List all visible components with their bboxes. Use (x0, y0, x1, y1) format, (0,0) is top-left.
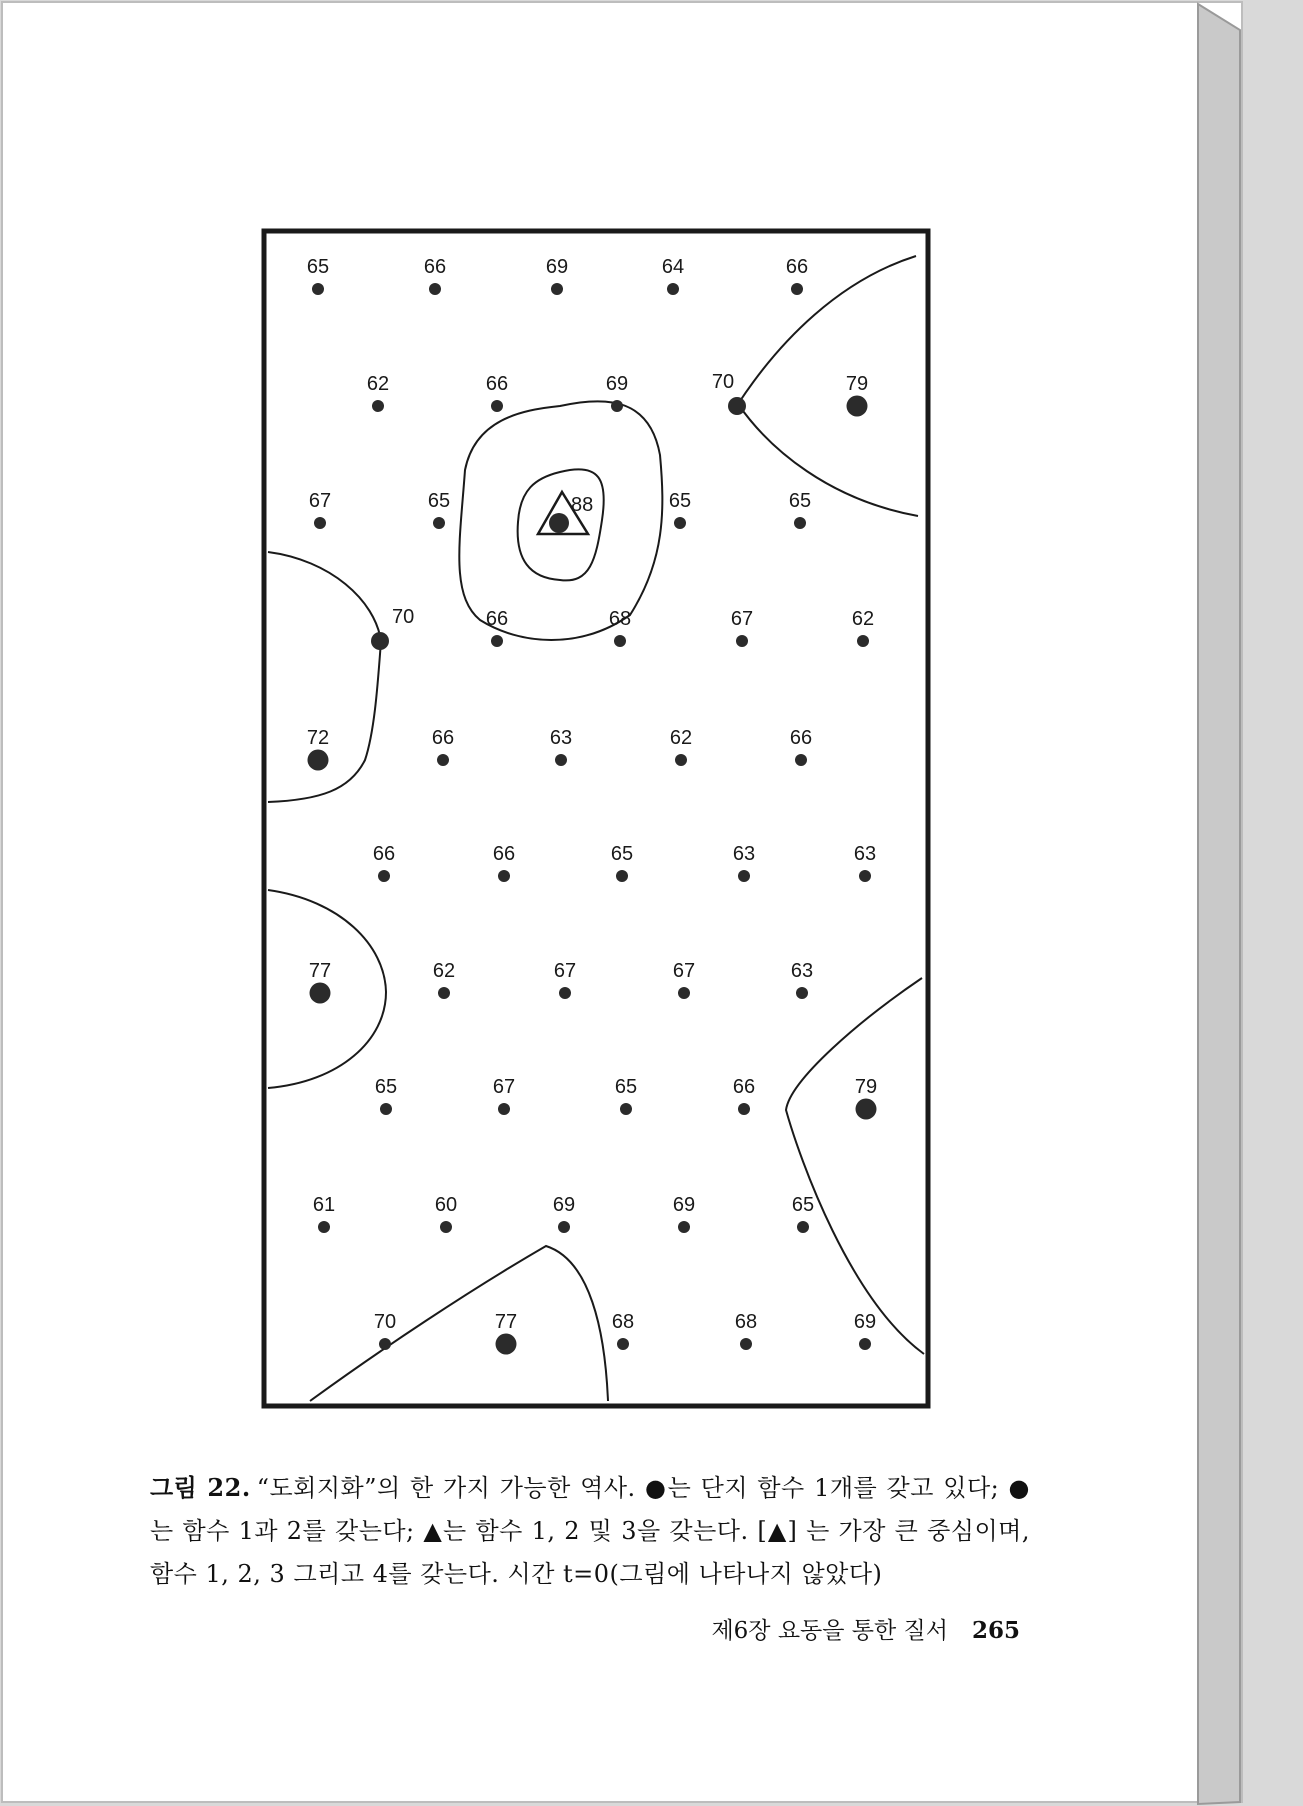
settlement-value-label: 70 (373, 1311, 397, 1333)
settlement-value-label: 65 (668, 490, 692, 512)
settlement-dot (857, 635, 869, 647)
settlement-value-label: 63 (549, 727, 573, 749)
settlement-dot (859, 1338, 871, 1350)
settlement-value-label: 67 (730, 608, 754, 630)
settlement-value-label: 66 (789, 727, 813, 749)
settlement-dot (549, 513, 569, 533)
settlement-dot (796, 987, 808, 999)
settlement-dot (310, 983, 331, 1004)
settlement-value-label: 66 (431, 727, 455, 749)
settlement-dot (678, 1221, 690, 1233)
book-edge-shadow (1198, 4, 1240, 1804)
settlement-dot (674, 517, 686, 529)
settlement-dot (667, 283, 679, 295)
settlement-value-label: 69 (672, 1194, 696, 1216)
settlement-dot (738, 1103, 750, 1115)
settlement-dot (551, 283, 563, 295)
settlement-value-label: 70 (711, 371, 735, 393)
settlement-value-label: 69 (552, 1194, 576, 1216)
settlement-dot (491, 400, 503, 412)
settlement-value-label: 63 (853, 843, 877, 865)
settlement-dot (736, 635, 748, 647)
settlement-value-label: 66 (732, 1076, 756, 1098)
settlement-dot (617, 1338, 629, 1350)
page-number: 265 (971, 1617, 1020, 1644)
settlement-dot (795, 754, 807, 766)
settlement-dot (380, 1103, 392, 1115)
settlement-dot (308, 750, 329, 771)
settlement-dot (558, 1221, 570, 1233)
settlement-dot (728, 397, 746, 415)
settlement-value-label: 67 (672, 960, 696, 982)
settlement-dot (614, 635, 626, 647)
settlement-value-label: 79 (845, 373, 869, 395)
settlement-value-label: 72 (306, 727, 330, 749)
settlement-value-label: 69 (545, 256, 569, 278)
settlement-dot (740, 1338, 752, 1350)
settlement-dot (555, 754, 567, 766)
settlement-value-label: 61 (312, 1194, 336, 1216)
settlement-dot (371, 632, 389, 650)
settlement-value-label: 65 (610, 843, 634, 865)
settlement-dot (794, 517, 806, 529)
settlement-dot (314, 517, 326, 529)
settlement-dot (559, 987, 571, 999)
settlement-dot (312, 283, 324, 295)
settlement-value-label: 67 (553, 960, 577, 982)
page-footer (690, 1612, 1020, 1645)
settlement-dot (856, 1099, 877, 1120)
settlement-dot (847, 396, 868, 417)
settlement-dot (620, 1103, 632, 1115)
settlement-value-label: 66 (785, 256, 809, 278)
settlement-dot (433, 517, 445, 529)
settlement-dot (498, 870, 510, 882)
settlement-dot (496, 1334, 517, 1355)
settlement-dot (738, 870, 750, 882)
settlement-value-label: 65 (427, 490, 451, 512)
settlement-value-label: 65 (788, 490, 812, 512)
settlement-value-label: 65 (791, 1194, 815, 1216)
settlement-dot (378, 870, 390, 882)
settlement-value-label: 77 (308, 960, 332, 982)
settlement-value-label: 62 (366, 373, 390, 395)
settlement-value-label: 60 (434, 1194, 458, 1216)
settlement-value-label: 69 (853, 1311, 877, 1333)
settlement-dot (611, 400, 623, 412)
settlement-dot (437, 754, 449, 766)
settlement-value-label: 68 (608, 608, 632, 630)
settlement-value-label: 66 (372, 843, 396, 865)
settlement-value-label: 62 (432, 960, 456, 982)
settlement-dot (318, 1221, 330, 1233)
settlement-value-label: 66 (485, 373, 509, 395)
settlement-value-label: 65 (306, 256, 330, 278)
settlement-value-label: 63 (732, 843, 756, 865)
caption-text: “도회지화”의 한 가지 가능한 역사. ●는 단지 함수 1개를 갖고 있다; ●는 함수 1과 2를 갖는다; ▲는 함수 1, 2 및 3을 갖는다. [▲] 는 가장 큰 중심이며, 함수 1, 2, 3 그리고 4를 갖는다. 시간 t=0(그림에 나타나지 않았다) (150, 1474, 1030, 1588)
settlement-value-label: 65 (614, 1076, 638, 1098)
settlement-value-label: 62 (669, 727, 693, 749)
chapter-title: 제6장 요동을 통한 질서 (711, 1618, 948, 1644)
settlement-dot (675, 754, 687, 766)
settlement-value-label: 67 (308, 490, 332, 512)
settlement-value-label: 79 (854, 1076, 878, 1098)
settlement-dot (438, 987, 450, 999)
settlement-dot (678, 987, 690, 999)
settlement-dot (491, 635, 503, 647)
settlement-dot (797, 1221, 809, 1233)
settlement-value-label: 69 (605, 373, 629, 395)
settlement-value-label: 66 (485, 608, 509, 630)
settlement-dot (429, 283, 441, 295)
settlement-dot (440, 1221, 452, 1233)
settlement-dot (791, 283, 803, 295)
settlement-value-label: 70 (392, 606, 415, 628)
settlement-value-label: 63 (790, 960, 814, 982)
settlement-value-label: 66 (492, 843, 516, 865)
settlement-value-label: 77 (494, 1311, 518, 1333)
caption-label: 그림 22. (150, 1473, 251, 1502)
settlement-value-label: 68 (734, 1311, 758, 1333)
settlement-dot (498, 1103, 510, 1115)
settlement-dot (616, 870, 628, 882)
settlement-dot (372, 400, 384, 412)
settlement-value-label: 66 (423, 256, 447, 278)
settlement-value-label: 65 (374, 1076, 398, 1098)
settlement-value-label: 64 (661, 256, 685, 278)
settlement-dot (379, 1338, 391, 1350)
settlement-value-label: 67 (492, 1076, 516, 1098)
settlement-value-label: 68 (611, 1311, 635, 1333)
settlement-value-label: 88 (571, 494, 594, 516)
figure-caption (150, 1466, 1030, 1596)
settlement-value-label: 62 (851, 608, 875, 630)
settlement-dot (859, 870, 871, 882)
